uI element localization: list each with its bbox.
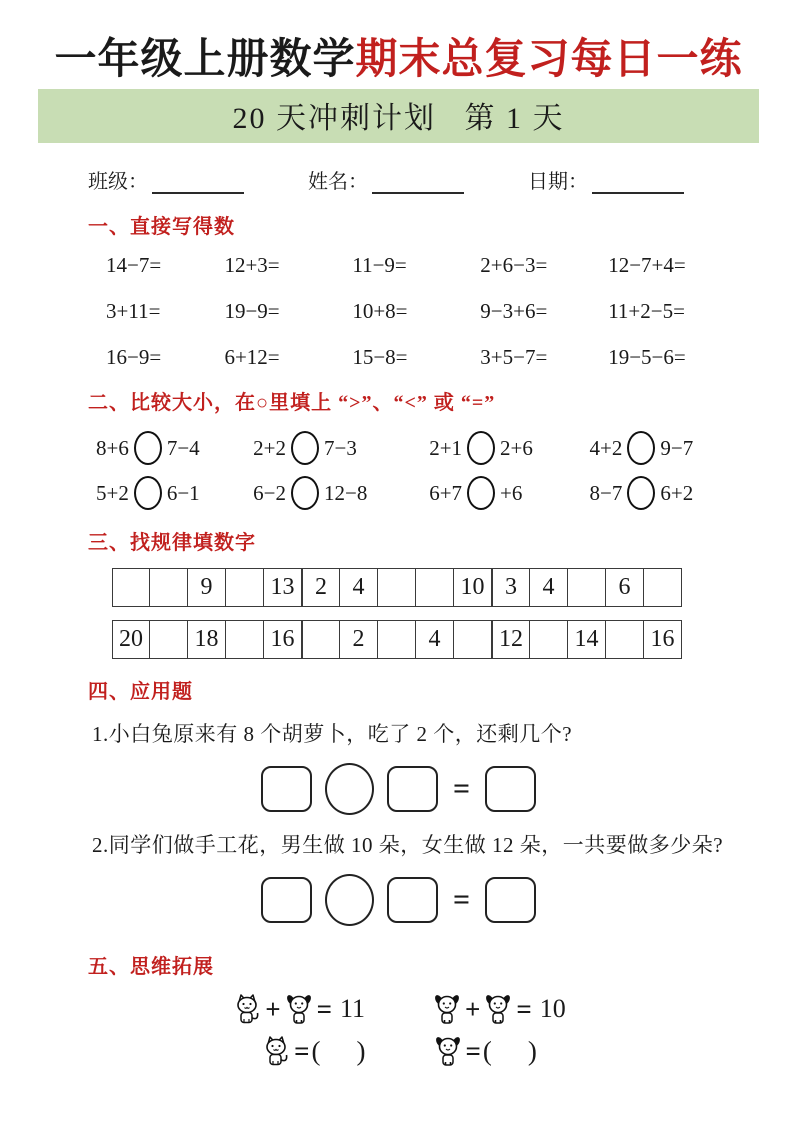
- compare-right: 2+6: [500, 435, 533, 460]
- equals-sign: =: [516, 993, 532, 1024]
- pattern-table: [302, 620, 492, 659]
- date-label: 日期：: [528, 171, 588, 194]
- pattern-cell[interactable]: [226, 568, 264, 607]
- compare-circle[interactable]: [467, 431, 495, 465]
- answer-box[interactable]: [387, 766, 438, 812]
- pattern-cell: 2: [340, 620, 378, 659]
- think-eq-2: [431, 993, 566, 1025]
- equation-result: 10: [539, 994, 566, 1024]
- compare-item: [96, 476, 253, 510]
- calc-problem[interactable]: 3+5−7=: [480, 345, 548, 370]
- calc-problem[interactable]: 19−5−6=: [608, 345, 686, 370]
- equals-sign: =: [294, 1035, 310, 1066]
- compare-grid: [96, 431, 731, 510]
- title-accent: 期末总复习每日一练: [355, 37, 743, 83]
- operator-circle[interactable]: [325, 763, 374, 815]
- compare-right: 9−7: [660, 435, 694, 460]
- pattern-cell: 16: [264, 620, 302, 659]
- answer-box[interactable]: [387, 877, 438, 923]
- calc-problem[interactable]: 11+2−5=: [608, 299, 685, 324]
- compare-circle[interactable]: [291, 431, 319, 465]
- dog-icon: [434, 1035, 462, 1067]
- calc-problem[interactable]: 10+8=: [352, 299, 408, 324]
- plus-sign: +: [465, 993, 481, 1024]
- calc-problem[interactable]: 16−9=: [106, 345, 162, 370]
- calc-problem[interactable]: 15−8=: [352, 345, 408, 370]
- calc-problem[interactable]: 9−3+6=: [480, 299, 548, 324]
- section-5-heading: 五、思维拓展: [88, 956, 214, 979]
- answer-box[interactable]: [261, 766, 312, 812]
- dog-icon: [285, 993, 313, 1025]
- date-field: [528, 165, 684, 194]
- answer-box[interactable]: [261, 877, 312, 923]
- pattern-cell: 14: [568, 620, 606, 659]
- paren-close: ): [527, 1035, 537, 1066]
- dog-icon: [484, 993, 512, 1025]
- banner-subtitle: 20 天冲刺计划 第 1 天: [38, 89, 759, 143]
- pattern-cell: 4: [530, 568, 568, 607]
- pattern-cell[interactable]: [378, 620, 416, 659]
- pattern-cell[interactable]: [302, 620, 340, 659]
- think-answer-1: [260, 1035, 365, 1067]
- think-equations: [38, 993, 759, 1025]
- answer-box[interactable]: [485, 766, 536, 812]
- pattern-table: [492, 620, 682, 659]
- compare-circle[interactable]: [134, 431, 162, 465]
- compare-left: 8+6: [96, 435, 129, 460]
- pattern-cell[interactable]: [606, 620, 644, 659]
- pattern-cell: 6: [606, 568, 644, 607]
- compare-item: [253, 476, 429, 510]
- title-main: 一年级上册数学: [54, 37, 356, 83]
- compare-item: [253, 431, 429, 465]
- section-1-heading: 一、直接写得数: [88, 216, 235, 239]
- pattern-cell[interactable]: [530, 620, 568, 659]
- calc-problem[interactable]: 11−9=: [352, 253, 407, 278]
- pattern-table: [302, 568, 492, 607]
- compare-left: 2+1: [429, 435, 463, 460]
- class-blank[interactable]: [152, 172, 244, 194]
- word-problem-1: 1.小白兔原来有 8 个胡萝卜，吃了 2 个，还剩几个?: [92, 722, 573, 747]
- equals-sign: =: [465, 1035, 481, 1066]
- pattern-cell[interactable]: [644, 568, 682, 607]
- calc-problem[interactable]: 19−9=: [224, 299, 280, 324]
- compare-item: [429, 476, 589, 510]
- operator-circle[interactable]: [325, 874, 374, 926]
- name-label: 姓名：: [308, 171, 368, 194]
- calc-problem[interactable]: 3+11=: [106, 299, 161, 324]
- answer-box[interactable]: [485, 877, 536, 923]
- pattern-table: [492, 568, 682, 607]
- dog-icon: [433, 993, 461, 1025]
- paren-open: (: [482, 1035, 492, 1066]
- pattern-row-1: [112, 568, 679, 607]
- compare-left: 2+2: [253, 435, 287, 460]
- pattern-cell[interactable]: [454, 620, 492, 659]
- compare-right: 6−1: [166, 480, 200, 505]
- compare-item: [590, 431, 731, 465]
- class-label: 班级：: [88, 171, 148, 194]
- section-4-heading: 四、应用题: [88, 681, 193, 704]
- equation-result: 11: [339, 994, 366, 1024]
- pattern-table: [112, 620, 302, 659]
- pattern-table: [112, 568, 302, 607]
- answer-shapes-1: [38, 763, 759, 815]
- pattern-cell: 4: [340, 568, 378, 607]
- compare-item: [96, 431, 253, 465]
- name-blank[interactable]: [372, 172, 464, 194]
- compare-right: +6: [500, 480, 523, 505]
- calc-problem[interactable]: 2+6−3=: [480, 253, 548, 278]
- compare-right: 6+2: [660, 480, 694, 505]
- think-answers: [38, 1035, 759, 1067]
- compare-item: [590, 476, 731, 510]
- calc-grid: [106, 253, 729, 370]
- compare-circle[interactable]: [291, 476, 319, 510]
- date-blank[interactable]: [592, 172, 684, 194]
- compare-left: 6+7: [429, 480, 463, 505]
- compare-item: [429, 431, 589, 465]
- pattern-cell: 18: [188, 620, 226, 659]
- compare-right: 12−8: [324, 480, 368, 505]
- pattern-cell: 3: [492, 568, 530, 607]
- answer-shapes-2: [38, 874, 759, 926]
- compare-circle[interactable]: [627, 431, 655, 465]
- page-title: [38, 36, 759, 84]
- compare-right: 7−4: [166, 435, 200, 460]
- paren-close: ): [356, 1035, 366, 1066]
- name-field: [308, 165, 464, 194]
- compare-circle[interactable]: [134, 476, 162, 510]
- pattern-cell: 12: [492, 620, 530, 659]
- pattern-cell: 13: [264, 568, 302, 607]
- pattern-cell: 2: [302, 568, 340, 607]
- pattern-cell[interactable]: [378, 568, 416, 607]
- pattern-cell: 4: [416, 620, 454, 659]
- class-field: [88, 165, 244, 194]
- word-problem-2: 2.同学们做手工花，男生做 10 朵，女生做 12 朵，一共要做多少朵?: [92, 833, 724, 858]
- equals-sign: =: [316, 993, 332, 1024]
- compare-left: 8−7: [589, 480, 623, 505]
- calc-problem[interactable]: 6+12=: [224, 345, 280, 370]
- think-answer-2: [432, 1035, 537, 1067]
- section-2-heading: 二、比较大小，在○里填上 “>”、“<” 或 “=”: [88, 392, 496, 415]
- pattern-cell[interactable]: [416, 568, 454, 607]
- compare-left: 5+2: [96, 480, 129, 505]
- compare-left: 4+2: [589, 435, 623, 460]
- equals-sign: =: [452, 883, 471, 917]
- info-row: [88, 165, 759, 194]
- think-eq-1: [231, 993, 365, 1025]
- pattern-cell[interactable]: [568, 568, 606, 607]
- calc-problem[interactable]: 14−7=: [106, 253, 162, 278]
- pattern-cell[interactable]: [112, 568, 150, 607]
- compare-right: 7−3: [324, 435, 357, 460]
- pattern-cell[interactable]: [150, 568, 188, 607]
- compare-circle[interactable]: [627, 476, 655, 510]
- equals-sign: =: [452, 772, 471, 806]
- pattern-cell: 9: [188, 568, 226, 607]
- pattern-cell: 10: [454, 568, 492, 607]
- paren-open: (: [311, 1035, 321, 1066]
- section-3-heading: 三、找规律填数字: [88, 532, 256, 555]
- plus-sign: +: [265, 993, 281, 1024]
- pattern-cell[interactable]: [150, 620, 188, 659]
- compare-left: 6−2: [253, 480, 287, 505]
- cat-icon: [262, 1035, 290, 1067]
- compare-circle[interactable]: [467, 476, 495, 510]
- calc-problem[interactable]: 12+3=: [224, 253, 280, 278]
- pattern-cell: 16: [644, 620, 682, 659]
- pattern-cell[interactable]: [226, 620, 264, 659]
- cat-icon: [233, 993, 261, 1025]
- calc-problem[interactable]: 12−7+4=: [608, 253, 686, 278]
- pattern-row-2: [112, 620, 679, 659]
- pattern-cell: 20: [112, 620, 150, 659]
